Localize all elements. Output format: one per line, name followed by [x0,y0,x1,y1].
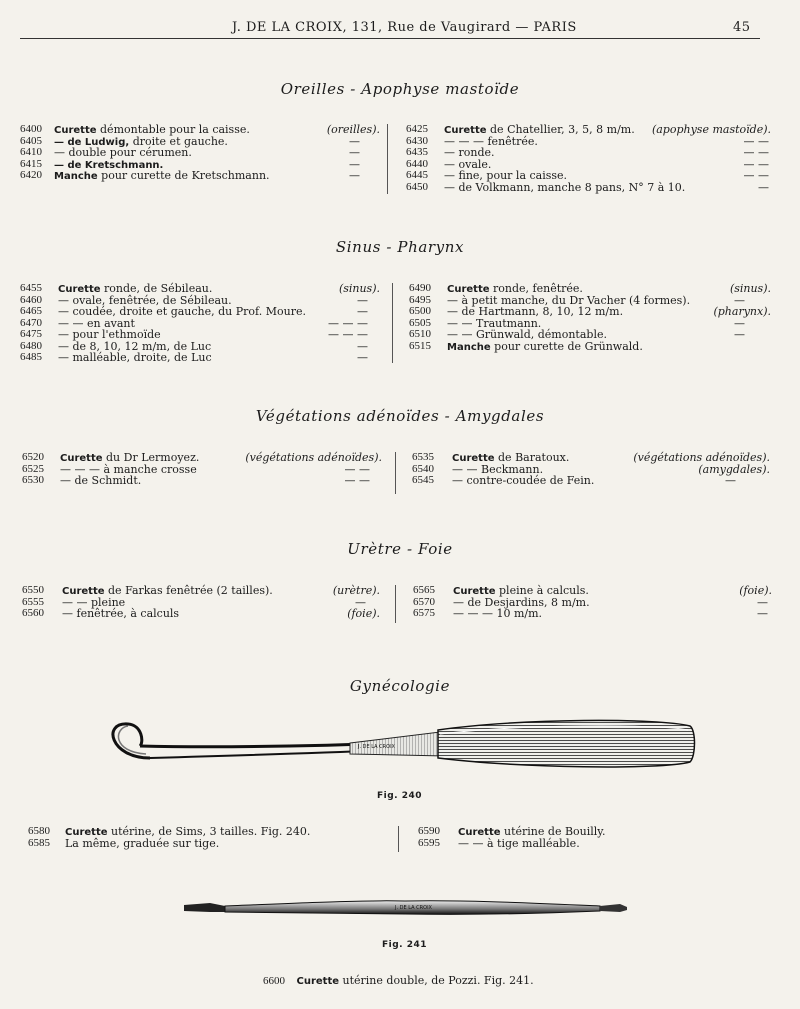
item-text: — fenêtrée, à calculs [62,607,180,620]
item-text: — — Grünwald, démontable. [447,328,607,341]
item-number: 6560 [22,607,44,619]
list-vegetations-left [22,452,382,487]
item-category: (végétations adénoïdes). [633,451,770,464]
item-text: du Dr Lermoyez. [106,451,200,464]
item-number: 6570 [413,595,435,608]
item-category: (foie). [739,584,772,597]
engraving-text: J. DE LA CROIX [358,744,395,750]
ditto-mark: — — — [328,328,368,341]
column-divider [395,452,396,494]
ditto-mark: — [349,169,360,182]
item-text: — — à tige malléable. [458,836,580,850]
item-number: 6495 [409,293,431,306]
list-oreilles-left [20,124,380,182]
item-number: 6420 [20,169,42,181]
item-number: 6525 [22,462,44,475]
list-item [20,170,380,182]
item-description [54,170,270,183]
item-text: — — — 10 m/m. [453,607,543,620]
list-item [413,608,772,620]
item-text: — — pleine [62,595,126,609]
item-text: pleine à calculs. [499,584,589,597]
item-category: (foie). [347,607,380,620]
column-divider [395,585,396,623]
item-text: — — Beckmann. [452,462,544,476]
item-number: 6440 [406,157,428,170]
item-text: — de Desjardins, 8 m/m. [453,595,590,609]
figure-caption-240: Fig. 240 [377,791,423,801]
ditto-mark: — [725,474,736,487]
item-text: pour curette de Grünwald. [494,339,643,353]
item-text: — de 8, 10, 12 m/m, de Luc [58,339,212,353]
list-oreilles-right [406,124,771,193]
list-item [418,838,758,850]
item-number: 6555 [22,595,44,608]
item-number: 6480 [20,339,42,352]
list-item [20,352,380,364]
item-number: 6460 [20,293,42,306]
item-text: — coudée, droite et gauche, du Prof. Moure. [58,305,306,318]
ditto-mark: — [349,157,360,171]
ditto-mark: — [357,293,368,307]
item-text: de Farkas fenêtrée (2 tailles). [108,584,273,597]
ditto-mark: — [757,595,768,609]
item-number: 6545 [412,474,434,486]
item-keyword: Curette [62,586,105,597]
ditto-mark: — [355,595,366,609]
item-keyword: Curette [65,827,108,838]
item-number: 6400 [20,123,42,135]
item-description [452,475,594,487]
item-keyword: Curette [453,586,496,597]
ditto-mark: — [758,180,769,194]
item-number: 6565 [413,584,435,596]
item-keyword: — de Ludwig, [54,136,130,148]
item-description [458,838,580,850]
list-uretre-left [22,585,380,620]
item-number: 6435 [406,146,428,158]
item-number: 6530 [22,474,44,486]
list-item [412,475,770,487]
item-number: 6585 [28,836,50,849]
item-keyword: — de Kretschmann. [54,159,164,171]
item-text: ronde, de Sébileau. [104,282,213,295]
item-number: 6465 [20,305,42,317]
section-title-oreilles: Oreilles - Apophyse mastoïde [280,80,520,98]
item-text: — — — fenêtrée. [444,134,538,148]
ditto-mark: — [734,328,745,341]
ditto-mark: — [349,134,360,148]
item-number: 6600 [263,975,285,987]
ditto-mark: — [734,293,745,307]
item-keyword: Curette [60,453,103,464]
item-text: démontable pour la caisse. [100,123,250,136]
list-sinus-right [409,283,771,352]
ditto-mark: — [349,146,360,159]
item-description [447,341,643,354]
item-text: — à petit manche, du Dr Vacher (4 formes). [447,293,691,307]
item-text: ronde, fenêtrée. [493,282,583,295]
item-keyword: Curette [58,284,101,295]
list-sinus-left [20,283,380,364]
item-text: — de Volkmann, manche 8 pans, N° 7 à 10. [444,180,686,194]
list-item [20,147,380,159]
item-keyword: Curette [296,976,340,987]
item-text: droite et gauche. [132,134,228,148]
item-text: de Chatellier, 3, 5, 8 m/m. [490,123,635,136]
item-category: (végétations adénoïdes). [245,451,382,464]
item-description [444,182,685,194]
list-gynecologie-right [418,826,758,849]
item-text: — — Trautmann. [447,316,542,330]
column-divider [387,124,388,194]
item-keyword: Curette [458,827,501,838]
item-description [54,147,192,159]
item-text: — ovale, fenêtrée, de Sébileau. [58,293,232,307]
item-number: 6540 [412,462,434,475]
section-title-vegetations: Végétations adénoïdes - Amygdales [255,407,545,425]
item-keyword: Manche [447,341,491,353]
ditto-mark: — — — [328,316,368,330]
item-keyword: Curette [444,125,487,136]
item-number: 6590 [418,825,440,837]
figure-caption-241: Fig. 241 [382,940,428,950]
ditto-mark: — [734,316,745,330]
item-number: 6445 [406,169,428,181]
item-text: — — en avant [58,316,135,330]
item-number: 6475 [20,328,42,340]
ditto-mark: — — [743,169,769,182]
footer-item-6600 [263,974,534,987]
item-number: 6405 [20,134,42,147]
item-text: — fine, pour la caisse. [444,169,568,182]
item-number: 6505 [409,316,431,329]
item-text: utérine, de Sims, 3 tailles. Fig. 240. [111,825,311,838]
ditto-mark: — — [743,157,769,171]
item-number: 6535 [412,451,434,463]
item-category: (sinus). [338,282,380,295]
item-text: — pour l'ethmoïde [58,328,161,341]
item-category: (amygdales). [698,462,770,476]
item-text: utérine de Bouilly. [504,825,606,838]
item-number: 6450 [406,180,428,193]
item-number: 6550 [22,584,44,596]
item-number: 6575 [413,607,435,619]
item-number: 6425 [406,123,428,135]
item-keyword: Curette [447,284,490,295]
item-category: (sinus). [729,282,771,295]
item-number: 6415 [20,157,42,170]
item-number: 6470 [20,316,42,329]
ditto-mark: — [357,351,368,364]
section-title-sinus: Sinus - Pharynx [335,238,465,256]
list-item [22,608,380,620]
item-text: — — — à manche crosse [60,462,197,476]
engraving-text-241: J. DE LA CROIX [395,905,432,911]
item-text: — ovale. [444,157,492,171]
header-rule [20,38,760,39]
ditto-mark: — — [344,474,370,487]
list-vegetations-right [412,452,770,487]
ditto-mark: — — [743,134,769,148]
ditto-mark: — — [344,462,370,476]
column-divider [392,283,393,363]
item-category: (apophyse mastoïde). [651,123,771,136]
item-keyword: Manche [54,171,98,182]
list-item [409,341,771,353]
item-number: 6500 [409,305,431,317]
item-number: 6595 [418,836,440,849]
item-text: de Baratoux. [498,451,570,464]
item-number: 6410 [20,146,42,158]
item-text: — contre-coudée de Fein. [452,474,595,487]
item-text: utérine double, de Pozzi. Fig. 241. [342,974,534,987]
item-text: — double pour cérumen. [54,146,192,159]
item-category: (urètre). [332,584,380,597]
list-item [406,182,771,194]
list-item [22,475,382,487]
item-text: — de Hartmann, 8, 10, 12 m/m. [447,305,624,318]
section-title-gynecologie: Gynécologie [349,677,451,695]
curette-pozzi-illustration [180,895,630,925]
item-number: 6580 [28,825,50,837]
item-keyword: Curette [452,453,495,464]
item-number: 6485 [20,351,42,363]
item-number: 6455 [20,282,42,294]
item-number: 6510 [409,328,431,340]
item-number: 6520 [22,451,44,463]
list-item [28,838,388,850]
item-description [62,608,179,620]
item-number: 6515 [409,339,431,352]
ditto-mark: — — [743,146,769,159]
item-description [65,838,219,850]
ditto-mark: — [757,607,768,620]
column-divider [398,826,399,852]
ditto-mark: — [357,305,368,318]
list-gynecologie-left [28,826,388,849]
section-title-uretre: Urètre - Foie [347,540,453,558]
item-description [453,608,542,620]
item-number: 6490 [409,282,431,294]
item-keyword: Curette [54,125,97,136]
item-text: — malléable, droite, de Luc [58,351,212,364]
page-number: 45 [733,20,751,35]
item-text: — de Schmidt. [60,474,142,487]
item-category: (oreilles). [326,123,380,136]
item-text: La même, graduée sur tige. [65,836,220,850]
item-number: 6430 [406,134,428,147]
curette-sims-illustration [100,712,700,784]
item-description [58,352,212,364]
item-text: — ronde. [444,146,495,159]
item-text: pour curette de Kretschmann. [101,169,270,182]
list-uretre-right [413,585,772,620]
header-title: J. DE LA CROIX, 131, Rue de Vaugirard — PARIS [232,20,577,35]
ditto-mark: — [357,339,368,353]
item-category: (pharynx). [713,305,771,318]
item-description [60,475,141,487]
